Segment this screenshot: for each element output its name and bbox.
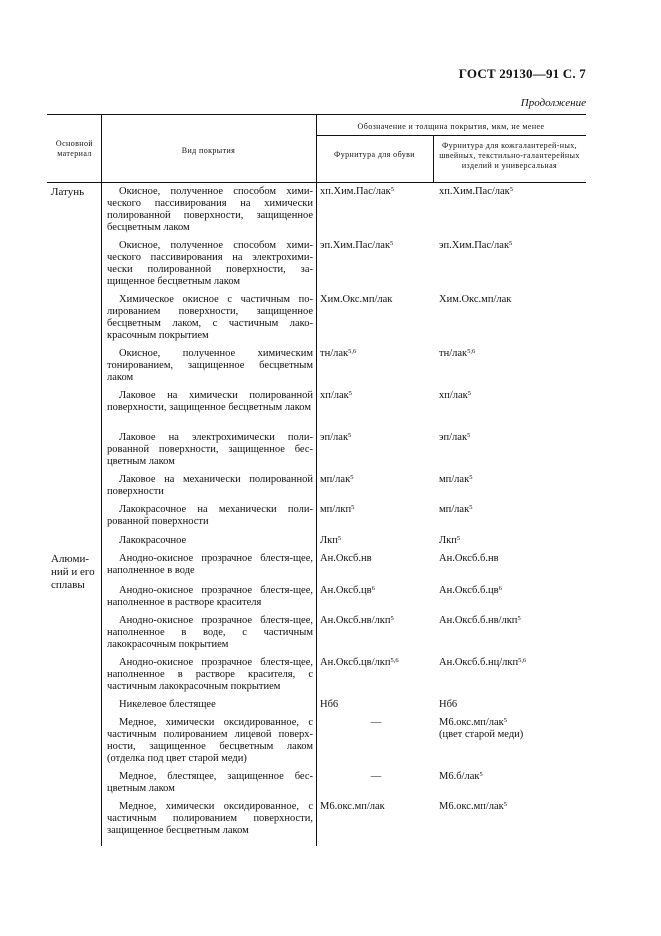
coating-description: Лакокрасочное <box>119 535 187 546</box>
leather-fittings-designation <box>439 432 585 444</box>
shoe-designation-value: Хим.Окс.мп/лак <box>320 294 393 305</box>
leather-designation-value: Ан.Оксб.б.нв/лкп <box>439 615 518 626</box>
leather-designation-value: тн/лак <box>439 348 468 359</box>
shoe-designation-value: эп.Хим.Пас/лак <box>320 240 391 251</box>
footnote-ref: 5 <box>390 186 395 193</box>
shoe-designation-value: Ан.Оксб.нв/лкп <box>320 615 391 626</box>
shoe-designation-value: — <box>370 717 382 728</box>
leather-designation-value: мп/лак <box>439 474 470 485</box>
leather-fittings-designation <box>439 348 585 360</box>
coating-description: Окисное, полученное способом хими-ческого пассивирования на химически полированной поверхности, защищенное бесцветным лаком <box>107 186 313 233</box>
shoe-fittings-designation <box>320 474 432 486</box>
footnote-ref: 6 <box>371 585 375 592</box>
leather-fittings-designation <box>439 240 585 252</box>
column-divider-2 <box>316 114 317 846</box>
footnote-ref: 5 <box>509 186 514 193</box>
leather-fittings-designation <box>439 699 585 711</box>
leather-designation-value: М6.б/лак <box>439 771 480 782</box>
coating-description: Лаковое на химически полированной поверхности, защищенное бесцветным лаком <box>107 390 313 413</box>
leather-designation-value: М6.окс.мп/лак <box>439 801 504 812</box>
footnote-ref: 5,6 <box>348 348 357 355</box>
footnote-ref: 5 <box>469 474 473 481</box>
coating-description: Медное, химически оксидированное, с частичным полированием лицевой поверх-ности, защищенное бесцветным лаком (отделка под цвет старой меди) <box>107 717 313 764</box>
coating-description: Анодно-окисное прозрачное блестя-щее, наполненное в растворе красителя, с частичным лакокрасочным покрытием <box>107 657 313 692</box>
designation-subheader-rule <box>316 135 586 136</box>
footnote-ref: 5 <box>503 801 508 808</box>
coating-description: Лаковое на электрохимически поли-рованной поверхности, защищенное бес-цветным лаком <box>107 432 313 467</box>
shoe-designation-value: хп.Хим.Пас/лак <box>320 186 391 197</box>
shoe-designation-value: тн/лак <box>320 348 349 359</box>
leather-designation-value: Хим.Окс.мп/лак <box>439 294 512 305</box>
footnote-ref: 5,6 <box>518 657 527 664</box>
coating-description: Анодно-окисное прозрачное блестя-щее, наполненное в растворе красителя <box>107 585 313 608</box>
footnote-ref: 5 <box>390 240 394 247</box>
shoe-designation-value: — <box>370 771 382 782</box>
coating-description: Никелевое блестящее <box>119 699 216 710</box>
shoe-fittings-designation <box>320 699 432 711</box>
leather-designation-value: Ан.Оксб.б.нв <box>439 553 499 564</box>
footnote-ref: 5 <box>456 535 461 542</box>
shoe-fittings-designation <box>320 717 432 729</box>
leather-designation-value: хп/лак <box>439 390 468 401</box>
coating-description: Окисное, полученное способом хими-ческого пассивирования на электрохими-чески полированной поверхности, за-щищенное бесцветным лаком <box>107 240 313 287</box>
shoe-fittings-designation <box>320 294 432 306</box>
shoe-designation-value: Ан.Оксб.нв <box>320 553 372 564</box>
shoe-fittings-designation <box>320 535 432 547</box>
shoe-fittings-designation <box>320 553 432 565</box>
coating-description: Анодно-окисное прозрачное блестя-щее, наполненное в воде <box>107 553 313 576</box>
shoe-fittings-designation <box>320 801 432 813</box>
footnote-ref: 5 <box>348 432 352 439</box>
footnote-ref: 5 <box>348 390 353 397</box>
shoe-designation-value: мп/лкп <box>320 504 352 515</box>
coating-description: Лакокрасочное на механически поли-рованной поверхности <box>107 504 313 527</box>
leather-designation-value: Нб6 <box>439 699 458 710</box>
footnote-ref: 5 <box>390 615 394 622</box>
shoe-fittings-designation <box>320 186 432 198</box>
leather-fittings-designation <box>439 771 585 783</box>
shoe-fittings-designation <box>320 504 432 516</box>
leather-designation-value: Ан.Оксб.б.цв <box>439 585 499 596</box>
shoe-fittings-designation <box>320 771 432 783</box>
footnote-ref: 5 <box>467 432 471 439</box>
leather-fittings-designation <box>439 474 585 486</box>
leather-fittings-designation <box>439 615 585 627</box>
shoe-designation-value: Нб6 <box>320 699 339 710</box>
leather-designation-value: М6.окс.мп/лак <box>439 717 504 728</box>
leather-designation-value: мп/лак <box>439 504 470 515</box>
leather-designation-value: Лкп <box>439 535 457 546</box>
shoe-fittings-designation <box>320 657 432 669</box>
designation-note: (цвет старой меди) <box>439 729 524 740</box>
coating-description: Анодно-окисное прозрачное блестя-щее, наполненное в воде, с частичным лакокрасочным покрытием <box>107 615 313 650</box>
coating-description: Лаковое на механически полированной поверхности <box>107 474 313 497</box>
material-aluminium: Алюми-ний и его сплавы <box>51 553 95 591</box>
footnote-ref: 5 <box>503 717 508 724</box>
footnote-ref: 5 <box>467 390 472 397</box>
material-brass: Латунь <box>51 186 85 198</box>
column-divider-1 <box>101 114 102 846</box>
leather-designation-value: хп.Хим.Пас/лак <box>439 186 510 197</box>
leather-fittings-designation <box>439 294 585 306</box>
leather-designation-value: эп.Хим.Пас/лак <box>439 240 510 251</box>
coating-description: Окисное, полученное химическим тонированием, защищенное бесцветным лаком <box>107 348 313 383</box>
leather-fittings-designation <box>439 504 585 516</box>
footnote-ref: 5 <box>337 535 342 542</box>
page-header: ГОСТ 29130—91 С. 7 <box>458 66 586 81</box>
shoe-fittings-designation <box>320 585 432 597</box>
column-header-material: Основной материал <box>55 139 94 158</box>
leather-fittings-designation <box>439 801 585 813</box>
footnote-ref: 5 <box>350 474 354 481</box>
coating-description: Медное, блестящее, защищенное бес-цветным лаком <box>107 771 313 794</box>
footnote-ref: 5 <box>469 504 473 511</box>
shoe-fittings-designation <box>320 390 432 402</box>
continuation-label: Продолжение <box>520 97 586 109</box>
leather-fittings-designation <box>439 186 585 198</box>
shoe-fittings-designation <box>320 615 432 627</box>
shoe-designation-value: Ан.Оксб.цв/лкп <box>320 657 391 668</box>
shoe-fittings-designation <box>320 432 432 444</box>
leather-fittings-designation <box>439 585 585 597</box>
shoe-designation-value: Лкп <box>320 535 338 546</box>
coating-description: Медное, химически оксидированное, с частичным полированием поверхности, защищенное бесцветным лаком <box>107 801 313 836</box>
column-header-leather-fittings: Фурнитура для кожгалантерей-ных, швейных, текстильно-галантерейных изделий и универсальная <box>439 141 580 170</box>
footnote-ref: 5,6 <box>467 348 476 355</box>
shoe-designation-value: Ан.Оксб.цв <box>320 585 372 596</box>
footnote-ref: 5,6 <box>390 657 399 664</box>
footnote-ref: 5 <box>351 504 355 511</box>
leather-fittings-designation <box>439 717 585 741</box>
leather-fittings-designation <box>439 535 585 547</box>
footnote-ref: 5 <box>517 615 521 622</box>
shoe-designation-value: эп/лак <box>320 432 349 443</box>
shoe-designation-value: М6.окс.мп/лак <box>320 801 385 812</box>
footnote-ref: 5 <box>509 240 513 247</box>
shoe-designation-value: хп/лак <box>320 390 349 401</box>
footnote-ref: 6 <box>498 585 502 592</box>
leather-fittings-designation <box>439 390 585 402</box>
shoe-fittings-designation <box>320 240 432 252</box>
column-header-designation: Обозначение и толщина покрытия, мкм, не менее <box>357 122 545 131</box>
column-header-shoe-fittings: Фурнитура для обуви <box>334 150 415 159</box>
footnote-ref: 5 <box>479 771 483 778</box>
shoe-designation-value: мп/лак <box>320 474 351 485</box>
leather-fittings-designation <box>439 657 585 669</box>
leather-fittings-designation <box>439 553 585 565</box>
leather-designation-value: Ан.Оксб.б.нц/лкп <box>439 657 519 668</box>
shoe-fittings-designation <box>320 348 432 360</box>
coating-description: Химическое окисное с частичным по-лированием поверхности, защищенное бесцветным лаком, с частичным лако-красочным покрытием <box>107 294 313 341</box>
leather-designation-value: эп/лак <box>439 432 468 443</box>
column-header-coating-type: Вид покрытия <box>181 146 236 155</box>
